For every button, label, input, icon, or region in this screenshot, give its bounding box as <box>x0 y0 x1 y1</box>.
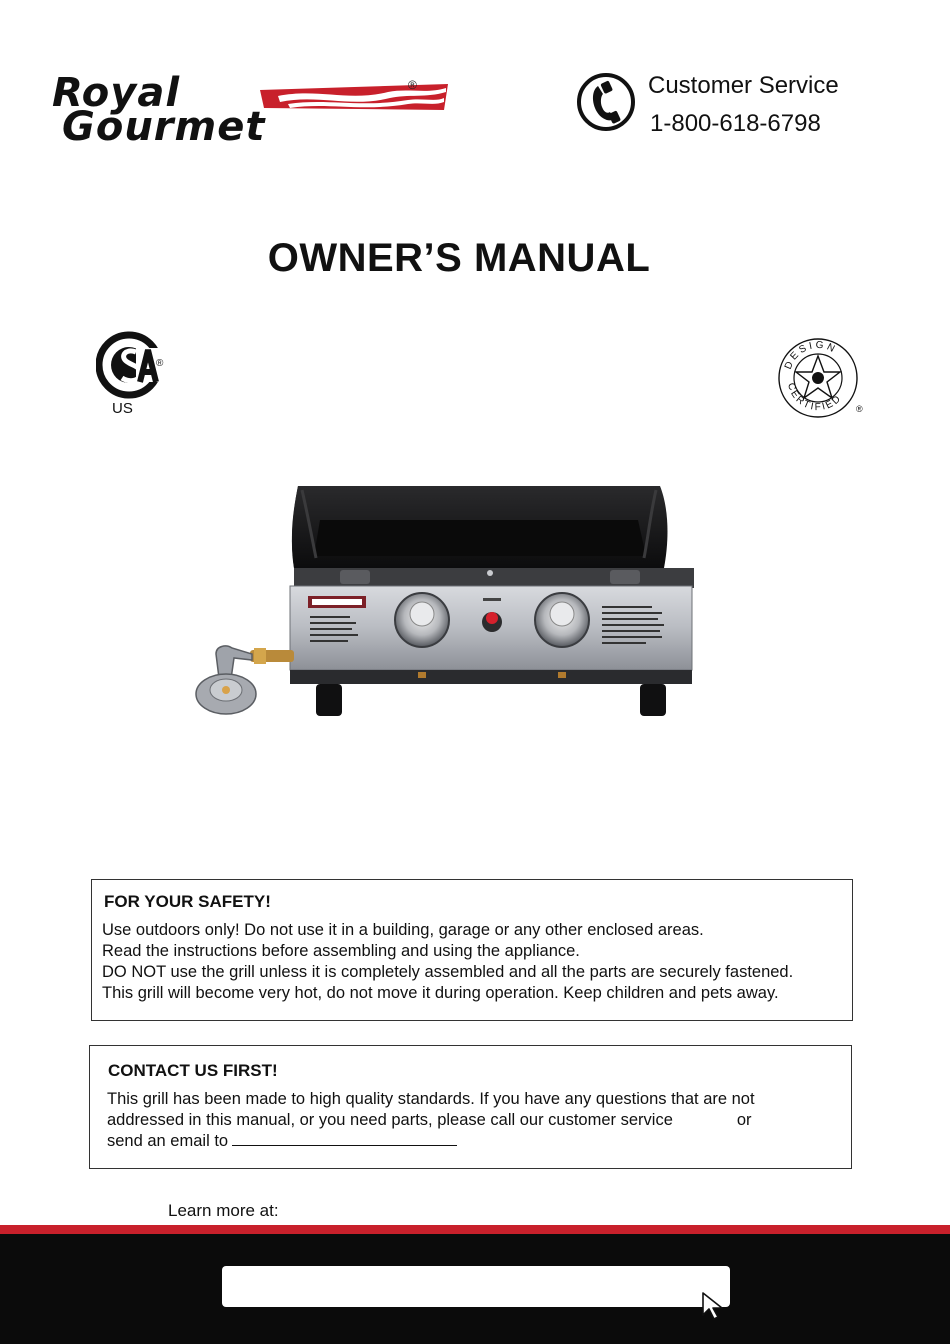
customer-service-phone: 1-800-618-6798 <box>650 110 821 137</box>
customer-service-block <box>576 70 876 140</box>
safety-line: Read the instructions before assembling and using the appliance. <box>102 942 580 960</box>
tabletop-griddle-grill <box>190 476 710 726</box>
design-certified-seal <box>776 336 866 418</box>
safety-notice-box <box>91 879 853 1021</box>
mouse-pointer-icon <box>700 1291 726 1321</box>
contact-notice-box <box>89 1045 852 1169</box>
contact-line <box>107 1131 755 1152</box>
telephone-icon <box>576 72 636 132</box>
email-blank <box>232 1132 457 1146</box>
seal-registered-mark: ® <box>856 404 863 414</box>
safety-heading: FOR YOUR SAFETY! <box>104 892 271 911</box>
contact-line <box>107 1110 755 1131</box>
csa-country: US <box>112 400 133 417</box>
brand-line-2: Gourmet <box>62 104 266 150</box>
flame-stripes-icon <box>258 82 450 112</box>
contact-line-2b: or <box>736 1111 752 1129</box>
csa-logo <box>96 330 176 422</box>
safety-line: Use outdoors only! Do not use it in a building, garage or any other enclosed areas. <box>102 921 704 939</box>
safety-line: This grill will become very hot, do not move it during operation. Keep children and pets away. <box>102 984 779 1002</box>
seal-bottom-text: CERTIFIED <box>785 381 845 414</box>
seal-top-text: DESIGN <box>782 339 840 372</box>
contact-text <box>107 1089 755 1152</box>
contact-heading: CONTACT US FIRST! <box>108 1061 278 1080</box>
csa-registered-mark: ® <box>156 358 164 369</box>
contact-line: This grill has been made to high quality standards. If you have any questions that are not <box>107 1090 755 1108</box>
brand-line-1: Royal <box>52 70 181 116</box>
safety-line: DO NOT use the grill unless it is completely assembled and all the parts are securely fastened. <box>102 963 794 981</box>
contact-line-2a: addressed in this manual, or you need parts, please call our customer service <box>107 1111 673 1129</box>
website-url-field[interactable] <box>222 1266 730 1307</box>
csa-mark-icon <box>96 330 162 400</box>
safety-text <box>102 920 793 1004</box>
registered-mark: ® <box>408 78 417 92</box>
brand-logo <box>50 72 425 152</box>
customer-service-label: Customer Service <box>648 72 839 99</box>
contact-line-3: send an email to <box>107 1132 229 1150</box>
page-title: OWNER’S MANUAL <box>267 236 651 280</box>
footer-accent-band <box>0 1225 950 1234</box>
learn-more-label: Learn more at: <box>168 1201 279 1220</box>
